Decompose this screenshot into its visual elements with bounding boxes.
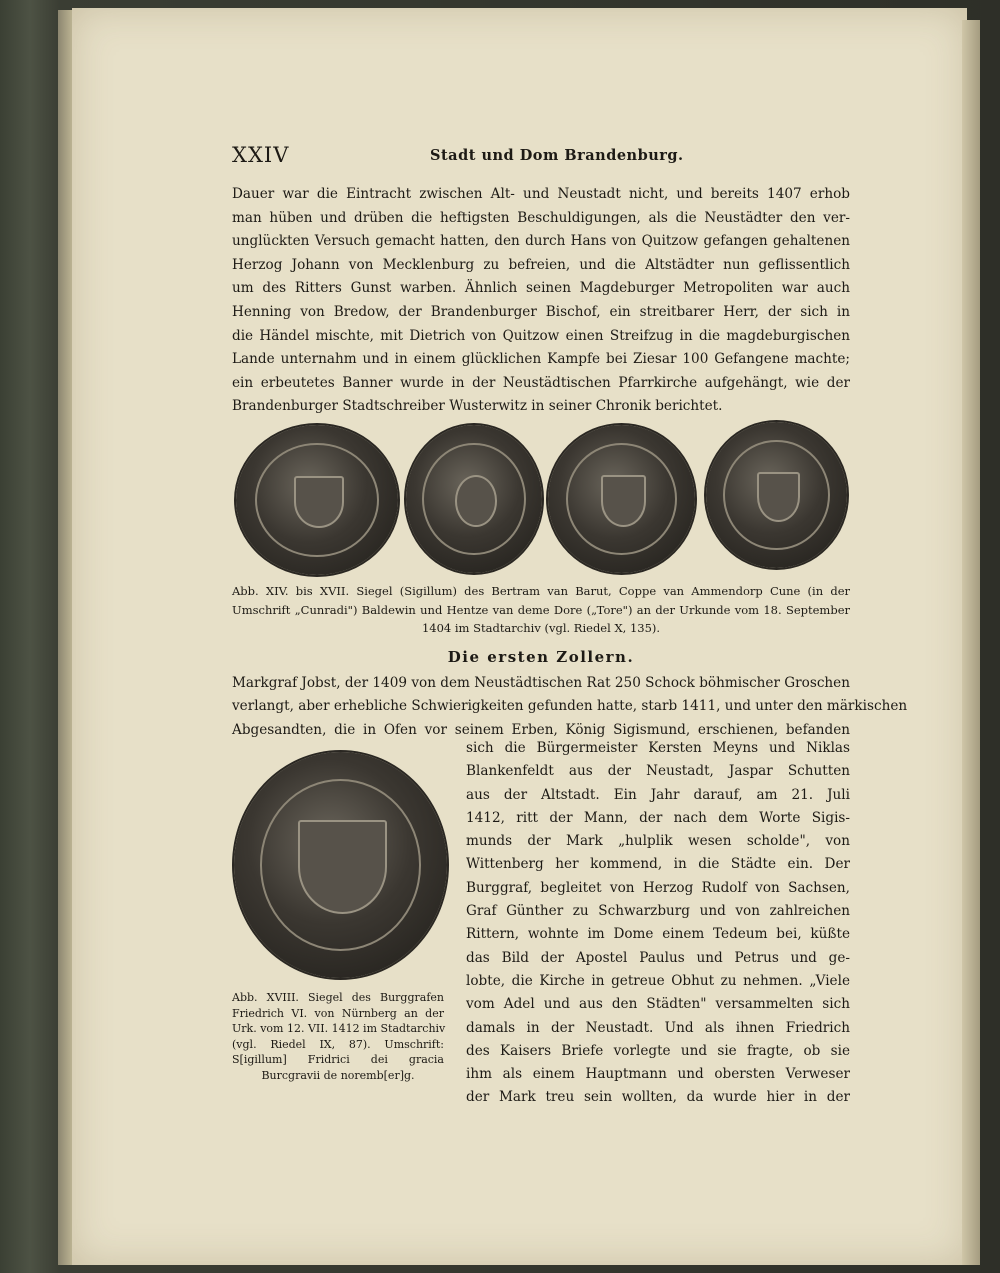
text-line: Abgesandten, die in Ofen vor seinem Erben, König Sigismund, erschienen, befanden xyxy=(232,721,850,738)
caption-line: Abb. XIV. bis XVII. Siegel (Sigillum) des Bertram van Barut, Coppe van Ammendorp Cune (in der xyxy=(232,584,850,598)
page-number: XXIV xyxy=(232,143,290,167)
caption-seals xyxy=(232,582,850,638)
text-line: unglückten Versuch gemacht hatten, den durch Hans von Quitzow gefangen gehaltenen xyxy=(232,233,850,250)
text-line: aus der Altstadt. Ein Jahr darauf, am 21. Juli xyxy=(466,786,850,803)
text-line: das Bild der Apostel Paulus und Petrus und ge- xyxy=(466,949,850,966)
text-line: Rittern, wohnte im Dome einem Tedeum bei, küßte xyxy=(466,926,850,943)
text-line: lobte, die Kirche in getreue Obhut zu nehmen. „Viele xyxy=(466,972,850,989)
text-line: 1412, ritt der Mann, der nach dem Worte Sigis- xyxy=(466,809,850,826)
seal-shield xyxy=(601,475,646,526)
text-line: die Händel mischte, mit Dietrich von Quitzow einen Streifzug in die magdeburgischen xyxy=(232,327,850,344)
seal-head xyxy=(455,475,497,526)
text-line: Wittenberg her kommend, in die Städte ein. Der xyxy=(466,856,850,873)
seal-shield xyxy=(298,820,387,914)
running-title: Stadt und Dom Brandenburg. xyxy=(430,147,684,164)
caption-line: Friedrich VI. von Nürnberg an der xyxy=(232,1006,444,1020)
caption-line: Urk. vom 12. VII. 1412 im Stadtarchiv xyxy=(232,1022,446,1035)
caption-line: 1404 im Stadtarchiv (vgl. Riedel X, 135). xyxy=(421,621,661,635)
text-line: munds der Mark „hulplik wesen scholde", von xyxy=(466,833,850,850)
caption-burggraf xyxy=(232,990,444,1083)
text-line: damals in der Neustadt. Und als ihnen Friedrich xyxy=(466,1019,850,1036)
paragraph-2 xyxy=(232,672,908,742)
text-line: ein erbeutetes Banner wurde in der Neustädtischen Pfarrkirche aufgehängt, wie der xyxy=(232,374,850,391)
text-line: Lande unternahm und in einem glücklichen Kampfe bei Ziesar 100 Gefangene machte; xyxy=(232,351,850,368)
seal-image-hentze xyxy=(706,422,847,568)
seal-shield xyxy=(294,476,343,528)
text-line: um des Ritters Gunst warben. Ähnlich seinen Magdeburger Metropoliten war auch xyxy=(232,280,850,297)
text-line: man hüben und drüben die heftigsten Beschuldigungen, als die Neustädter den ver- xyxy=(232,209,850,226)
text-line: Dauer war die Eintracht zwischen Alt- und Neustadt nicht, und bereits 1407 erhob xyxy=(232,186,850,202)
caption-line: (vgl. Riedel IX, 87). Umschrift: xyxy=(232,1037,444,1051)
text-line: Graf Günther zu Schwarzburg und von zahlreichen xyxy=(466,903,850,920)
text-line: Henning von Bredow, der Brandenburger Bischof, ein streitbarer Herr, der sich in xyxy=(232,303,850,320)
caption-line: Umschrift „Cunradi") Baldewin und Hentze van deme Dore („Tore") an der Urkunde vom 18. September xyxy=(232,602,850,617)
text-line: Burggraf, begleitet von Herzog Rudolf von Sachsen, xyxy=(466,879,850,896)
caption-line: Burcgravii de noremb[er]g. xyxy=(261,1068,415,1082)
text-line: Herzog Johann von Mecklenburg zu befreien, und die Altstädter nun geflissentlich xyxy=(232,256,850,273)
seal-image-burggraf xyxy=(234,752,447,978)
text-line: sich die Bürgermeister Kersten Meyns und Niklas xyxy=(466,740,850,756)
seal-image-coppe xyxy=(406,425,542,573)
text-line: ihm als einem Hauptmann und obersten Verweser xyxy=(466,1066,850,1083)
seal-image-bertram xyxy=(236,425,398,575)
caption-line: Abb. XVIII. Siegel des Burggrafen xyxy=(232,991,444,1004)
paragraph-3 xyxy=(466,737,850,1110)
text-line: Blankenfeldt aus der Neustadt, Jaspar Schutten xyxy=(466,763,850,780)
text-line: Markgraf Jobst, der 1409 von dem Neustädtischen Rat 250 Schock böhmischer Groschen xyxy=(232,675,850,691)
text-line: der Mark treu sein wollten, da wurde hier in der xyxy=(466,1089,850,1106)
paragraph-1 xyxy=(232,183,850,419)
caption-line: S[igillum] Fridrici dei gracia xyxy=(232,1053,444,1066)
text-line: des Kaisers Briefe vorlegte und sie fragte, ob sie xyxy=(466,1042,850,1059)
text-line: vom Adel und aus den Städten" versammelten sich xyxy=(466,996,850,1013)
text-line: Brandenburger Stadtschreiber Wusterwitz in seiner Chronik berichtet. xyxy=(232,398,723,415)
seal-image-baldewin xyxy=(548,425,695,573)
text-line: verlangt, aber erhebliche Schwierigkeiten gefunden hatte, starb 1411, und unter den märkischen xyxy=(232,698,908,715)
page-edge xyxy=(962,20,980,1265)
section-title: Die ersten Zollern. xyxy=(447,648,635,666)
